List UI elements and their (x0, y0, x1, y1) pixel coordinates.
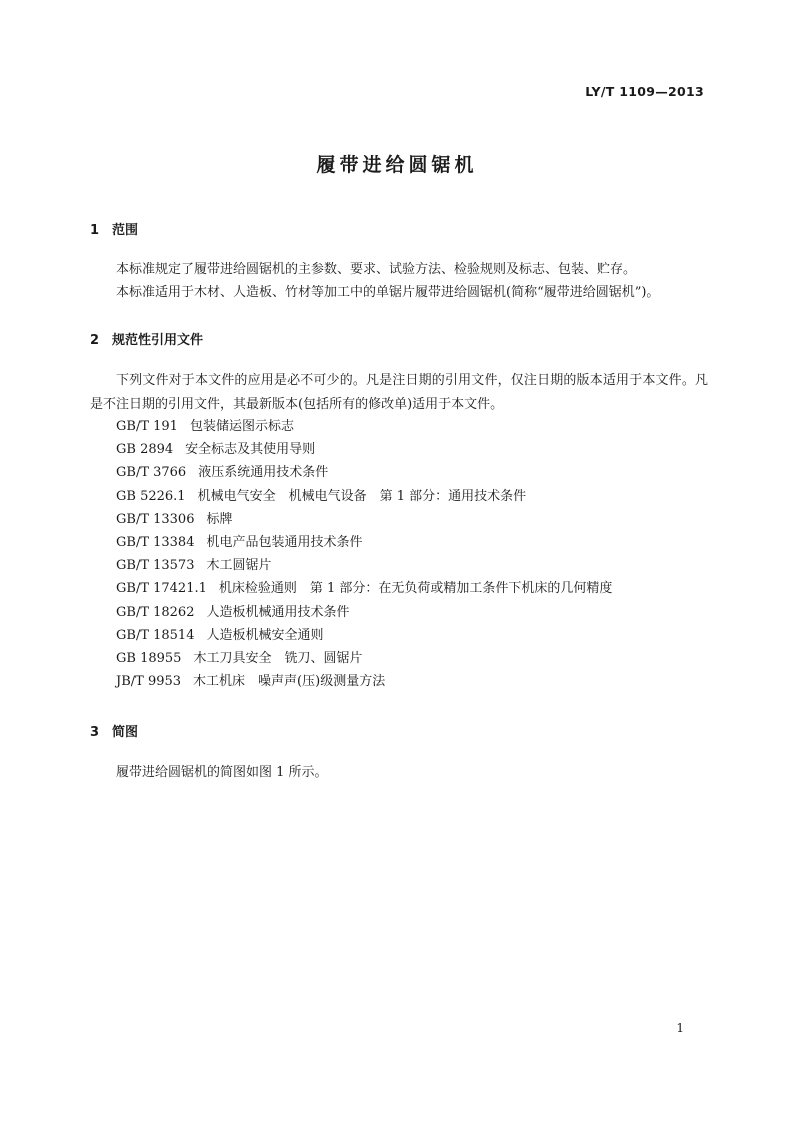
reference-title: 机床检验通则 第 1 部分：在无负荷或精加工条件下机床的几何精度 (218, 581, 613, 597)
reference-code: GB/T 18262 (116, 604, 195, 620)
list-item (116, 438, 612, 461)
section-1-heading (90, 219, 138, 238)
reference-code: GB/T 13384 (116, 534, 195, 550)
scope-paragraph-1: 本标准规定了履带进给圆锯机的主参数、要求、试验方法、检验规则及标志、包装、贮存。 (116, 262, 637, 277)
list-item (116, 601, 612, 624)
list-item (116, 531, 612, 554)
reference-code: GB/T 13306 (116, 511, 195, 527)
reference-code: GB 5226.1 (116, 488, 186, 504)
list-item (116, 554, 612, 577)
section-2-heading (90, 329, 203, 348)
reference-code: GB/T 17421.1 (116, 581, 207, 597)
list-item (116, 415, 612, 438)
reference-code: GB/T 191 (116, 419, 178, 434)
reference-code: GB 2894 (116, 442, 174, 458)
section-title: 简图 (112, 725, 139, 740)
reference-list (116, 415, 612, 693)
section-number: 2 (90, 333, 100, 348)
list-item (116, 670, 612, 693)
reference-code: GB 18955 (116, 650, 182, 666)
page-number: 1 (676, 1021, 684, 1035)
reference-title: 人造板机械通用技术条件 (206, 604, 350, 620)
reference-title: 液压系统通用技术条件 (198, 465, 329, 481)
list-item (116, 461, 612, 484)
standard-code: LY/T 1109—2013 (585, 84, 704, 99)
reference-code: GB/T 13573 (116, 558, 195, 574)
diagram-paragraph: 履带进给圆锯机的简图如图 1 所示。 (116, 765, 328, 780)
scope-paragraph-2: 本标准适用于木材、人造板、竹材等加工中的单锯片履带进给圆锯机(简称“履带进给圆锯机”)。 (116, 285, 660, 300)
section-title: 范围 (112, 223, 139, 238)
reference-title: 机械电气安全 机械电气设备 第 1 部分：通用技术条件 (197, 488, 527, 504)
reference-title: 木工刀具安全 铣刀、圆锯片 (193, 650, 363, 666)
reference-code: GB/T 18514 (116, 627, 195, 643)
document-title: 履带进给圆锯机 (316, 154, 478, 176)
section-title: 规范性引用文件 (112, 333, 204, 348)
reference-title: 机电产品包装通用技术条件 (206, 534, 363, 550)
reference-title: 包装储运图示标志 (189, 419, 294, 434)
list-item (116, 485, 612, 508)
reference-title: 安全标志及其使用导则 (185, 442, 316, 458)
reference-title: 人造板机械安全通则 (206, 627, 324, 643)
section-number: 1 (90, 223, 100, 238)
list-item (116, 647, 612, 670)
reference-code: JB/T 9953 (116, 674, 182, 690)
section-number: 3 (90, 725, 100, 740)
list-item (116, 624, 612, 647)
list-item (116, 577, 612, 600)
section-3-heading (90, 721, 138, 740)
reference-title: 木工机床 噪声声(压)级测量方法 (193, 674, 386, 690)
reference-title: 木工圆锯片 (206, 558, 272, 574)
reference-code: GB/T 3766 (116, 465, 187, 481)
references-intro: 下列文件对于本文件的应用是必不可少的。凡是注日期的引用文件，仅注日期的版本适用于本文件。凡是不注日期的引用文件，其最新版本(包括所有的修改单)适用于本文件。 (90, 373, 708, 412)
list-item (116, 508, 612, 531)
reference-title: 标牌 (206, 511, 233, 527)
